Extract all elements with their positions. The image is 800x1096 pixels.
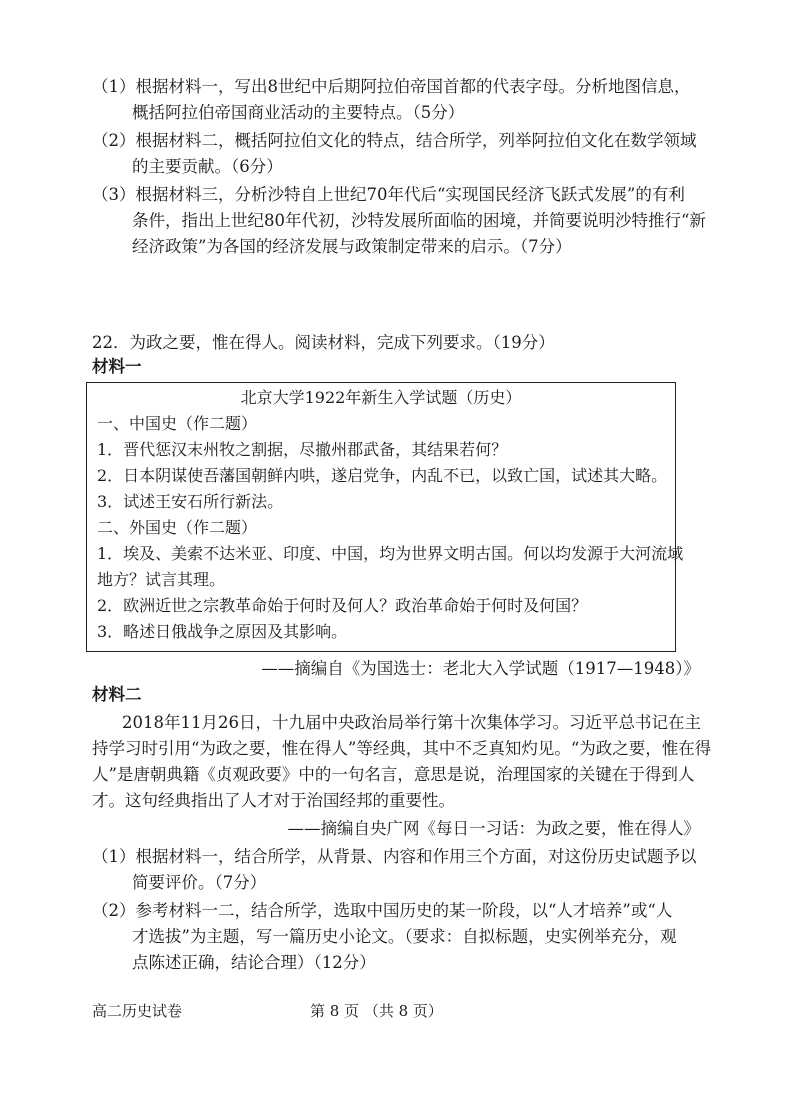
material-1-title: 材料一 bbox=[92, 357, 142, 376]
exam-box-title: 北京大学1922年新生入学试题（历史） bbox=[240, 388, 522, 407]
material-2-line-2: 持学习时引用“为政之要，惟在得人”等经典，其中不乏真知灼见。“为政之要，惟在得 bbox=[92, 739, 712, 758]
material-2-source: ——摘编自央广网《每日一习话：为政之要，惟在得人》 bbox=[287, 819, 700, 838]
question-3-line-1: （3）根据材料三，分析沙特自上世纪70年代后“实现国民经济飞跃式发展”的有利 bbox=[92, 185, 685, 204]
exam-box-line: 3．略述日俄战争之原因及其影响。 bbox=[97, 622, 348, 641]
q22-sub1-line-2: 简要评价。（7分） bbox=[132, 873, 267, 892]
exam-box-line: 二、外国史（作二题） bbox=[97, 518, 258, 537]
q22-stem: 22．为政之要，惟在得人。阅读材料，完成下列要求。（19分） bbox=[92, 333, 555, 352]
q22-sub2-line-3: 点陈述正确，结论合理）（12分） bbox=[132, 953, 376, 972]
exam-box-line: 2．日本阴谋使吾藩国朝鲜内哄，遂启党争，内乱不已，以致亡国，试述其大略。 bbox=[97, 466, 668, 485]
question-1-line-1: （1）根据材料一，写出8世纪中后期阿拉伯帝国首都的代表字母。分析地图信息， bbox=[92, 77, 691, 96]
material-2-title: 材料二 bbox=[92, 685, 142, 704]
exam-box bbox=[86, 382, 684, 652]
material-2-line-3: 人”是唐朝典籍《贞观政要》中的一句名言，意思是说，治理国家的关键在于得到人 bbox=[92, 765, 695, 784]
question-3-line-2: 条件，指出上世纪80年代初，沙特发展所面临的困境，并简要说明沙特推行“新 bbox=[132, 211, 706, 230]
question-2-line-2: 的主要贡献。（6分） bbox=[132, 157, 283, 176]
exam-box-line: 2．欧洲近世之宗教革命始于何时及何人？政治革命始于何时及何国？ bbox=[97, 596, 588, 615]
exam-box-line: 1．晋代惩汉末州牧之割据，尽撤州郡武备，其结果若何？ bbox=[97, 440, 508, 459]
footer-page-number: 第 8 页 （共 8 页） bbox=[310, 1002, 443, 1020]
question-2-line-1: （2）根据材料二，概括阿拉伯文化的特点，结合所学，列举阿拉伯文化在数学领域 bbox=[92, 131, 697, 150]
material-2-line-1: 2018年11月26日，十九届中央政治局举行第十次集体学习。习近平总书记在主 bbox=[122, 713, 701, 732]
material-1-source: ——摘编自《为国选士：老北大入学试题（1917—1948）》 bbox=[261, 659, 700, 678]
q22-sub2-line-1: （2）参考材料一二，结合所学，选取中国历史的某一阶段，以“人才培养”或“人 bbox=[92, 901, 673, 920]
q22-sub2-line-2: 才选拔”为主题，写一篇历史小论文。（要求：自拟标题，史实例举充分，观 bbox=[132, 927, 677, 946]
question-3-line-3: 经济政策”为各国的经济发展与政策制定带来的启示。（7分） bbox=[132, 237, 572, 256]
question-1-line-2: 概括阿拉伯帝国商业活动的主要特点。（5分） bbox=[132, 103, 465, 122]
exam-box-line: 1．埃及、美索不达米亚、印度、中国，均为世界文明古国。何以均发源于大河流域 bbox=[97, 544, 684, 563]
q22-sub1-line-1: （1）根据材料一，结合所学，从背景、内容和作用三个方面，对这份历史试题予以 bbox=[92, 847, 697, 866]
footer-left: 高二历史试卷 bbox=[92, 1002, 183, 1020]
exam-box-line: 地方？试言其理。 bbox=[97, 570, 226, 589]
exam-box-line: 3．试述王安石所行新法。 bbox=[97, 492, 284, 511]
material-2-line-4: 才。这句经典指出了人才对于治国经邦的重要性。 bbox=[92, 791, 455, 810]
exam-box-line: 一、中国史（作二题） bbox=[97, 414, 258, 433]
